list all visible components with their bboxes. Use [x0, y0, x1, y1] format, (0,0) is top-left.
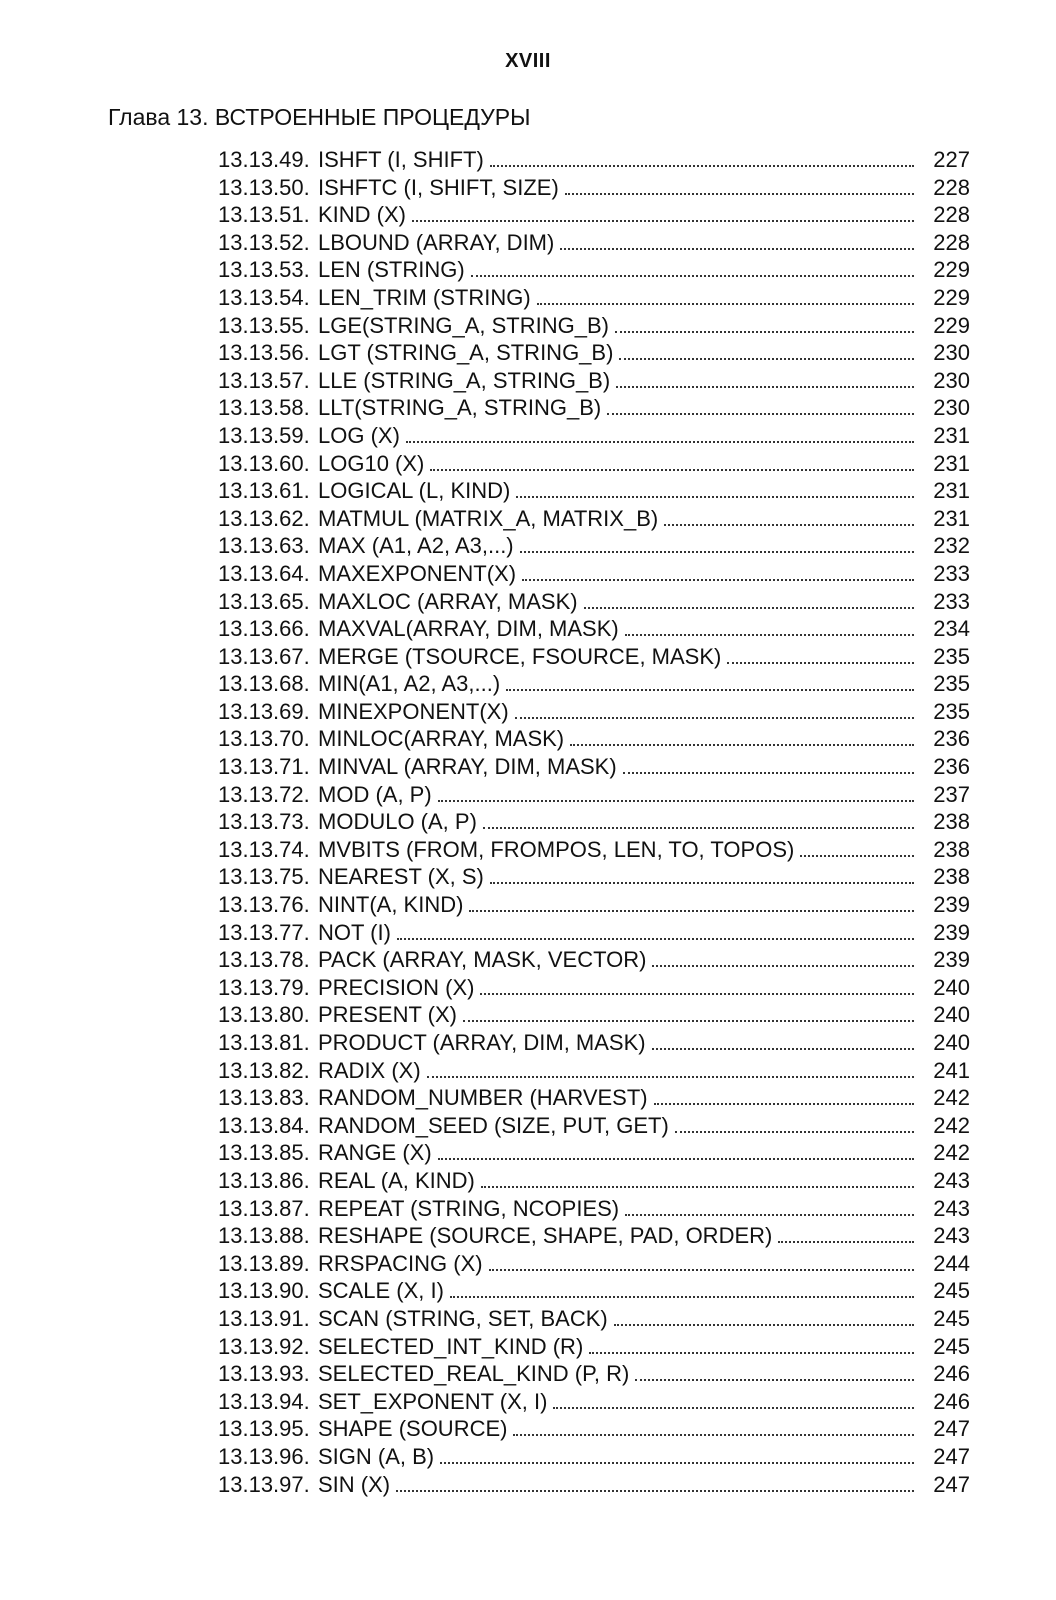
toc-entry-title: LEN (STRING) — [318, 257, 465, 283]
toc-entry-title: PRESENT (X) — [318, 1002, 457, 1028]
toc-entry-number: 13.13.64. — [218, 560, 310, 586]
toc-entry-page: 247 — [933, 1416, 970, 1442]
toc-entry — [218, 505, 970, 533]
toc-entry-page: 242 — [933, 1112, 970, 1138]
dot-leader — [652, 965, 914, 967]
toc-entry — [218, 1084, 970, 1112]
toc-entry-title: SIGN (A, B) — [318, 1443, 435, 1469]
toc-entry-title: MERGE (TSOURCE, FSOURCE, MASK) — [318, 643, 722, 669]
toc-entry — [218, 1415, 970, 1443]
toc-entry-number: 13.13.77. — [218, 919, 310, 945]
toc-entry — [218, 1250, 970, 1278]
toc-entry-number: 13.13.59. — [218, 422, 310, 448]
toc-entry-page: 230 — [933, 340, 970, 366]
toc-entry-page: 235 — [933, 671, 970, 697]
toc-entry-number: 13.13.61. — [218, 478, 310, 504]
toc-entry-number: 13.13.60. — [218, 450, 310, 476]
dot-leader — [615, 331, 914, 333]
toc-entry — [218, 643, 970, 671]
dot-leader — [506, 689, 914, 691]
dot-leader — [440, 1462, 914, 1464]
toc-entry-title: REAL (A, KIND) — [318, 1167, 475, 1193]
toc-entry-title: LGE(STRING_A, STRING_B) — [318, 312, 609, 338]
toc-entry-number: 13.13.84. — [218, 1112, 310, 1138]
toc-entry — [218, 670, 970, 698]
dot-leader — [490, 882, 914, 884]
toc-entry-number: 13.13.86. — [218, 1167, 310, 1193]
toc-entry — [218, 1471, 970, 1499]
dot-leader — [471, 275, 914, 277]
toc-entry-number: 13.13.79. — [218, 974, 310, 1000]
toc-entry — [218, 1029, 970, 1057]
toc-entry-page: 243 — [933, 1167, 970, 1193]
toc-entry-page: 231 — [933, 422, 970, 448]
dot-leader — [438, 800, 914, 802]
toc-entry-title: MATMUL (MATRIX_A, MATRIX_B) — [318, 505, 659, 531]
dot-leader — [430, 469, 914, 471]
toc-entry-page: 245 — [933, 1305, 970, 1331]
toc-entry-title: KIND (X) — [318, 202, 406, 228]
toc-entry-number: 13.13.92. — [218, 1333, 310, 1359]
dot-leader — [625, 1214, 914, 1216]
toc-entry-number: 13.13.63. — [218, 533, 310, 559]
toc-entry-title: SELECTED_REAL_KIND (P, R) — [318, 1361, 630, 1387]
toc-entry — [218, 367, 970, 395]
dot-leader — [520, 551, 914, 553]
toc-entry-number: 13.13.75. — [218, 864, 310, 890]
toc-entry — [218, 863, 970, 891]
dot-leader — [489, 1269, 914, 1271]
toc-entry-title: LEN_TRIM (STRING) — [318, 284, 531, 310]
toc-entry-page: 229 — [933, 257, 970, 283]
toc-entry-page: 246 — [933, 1388, 970, 1414]
toc-entry-page: 237 — [933, 781, 970, 807]
dot-leader — [623, 772, 914, 774]
dot-leader — [778, 1241, 914, 1243]
toc-entry-title: RANDOM_SEED (SIZE, PUT, GET) — [318, 1112, 669, 1138]
dot-leader — [635, 1379, 914, 1381]
toc-entry-title: NOT (I) — [318, 919, 391, 945]
toc-entry — [218, 256, 970, 284]
dot-leader — [619, 358, 914, 360]
toc-entry-page: 247 — [933, 1443, 970, 1469]
toc-entry-number: 13.13.70. — [218, 726, 310, 752]
dot-leader — [565, 193, 914, 195]
toc-entry — [218, 753, 970, 781]
dot-leader — [664, 524, 914, 526]
toc-entry — [218, 1112, 970, 1140]
chapter-heading: Глава 13. ВСТРОЕННЫЕ ПРОЦЕДУРЫ — [108, 104, 531, 130]
toc-entry-title: RRSPACING (X) — [318, 1250, 483, 1276]
toc-entry-number: 13.13.62. — [218, 505, 310, 531]
toc-entry-page: 236 — [933, 726, 970, 752]
dot-leader — [463, 1020, 914, 1022]
toc-entry-title: MIN(A1, A2, A3,...) — [318, 671, 501, 697]
toc-entry — [218, 1057, 970, 1085]
dot-leader — [490, 165, 914, 167]
dot-leader — [537, 303, 914, 305]
toc-entry-page: 235 — [933, 698, 970, 724]
toc-entry-title: REPEAT (STRING, NCOPIES) — [318, 1195, 620, 1221]
toc-entry-title: RANGE (X) — [318, 1140, 432, 1166]
dot-leader — [469, 910, 914, 912]
toc-entry-title: RANDOM_NUMBER (HARVEST) — [318, 1085, 648, 1111]
toc-entry-page: 227 — [933, 147, 970, 172]
toc-entry-title: MINLOC(ARRAY, MASK) — [318, 726, 565, 752]
toc-entry-number: 13.13.54. — [218, 284, 310, 310]
toc-entry-title: MOD (A, P) — [318, 781, 432, 807]
toc-entry — [218, 532, 970, 560]
toc-entry-title: SHAPE (SOURCE) — [318, 1416, 508, 1442]
toc-entry — [218, 1222, 970, 1250]
dot-leader — [553, 1407, 914, 1409]
dot-leader — [625, 634, 914, 636]
toc-entry-title: LGT (STRING_A, STRING_B) — [318, 340, 614, 366]
toc-entry — [218, 946, 970, 974]
toc-entry — [218, 891, 970, 919]
dot-leader — [614, 1324, 914, 1326]
toc-entry — [218, 1001, 970, 1029]
toc-entry — [218, 615, 970, 643]
toc-entry — [218, 450, 970, 478]
toc-entry-number: 13.13.71. — [218, 754, 310, 780]
toc-entry-number: 13.13.73. — [218, 809, 310, 835]
toc-entry-title: MAX (A1, A2, A3,...) — [318, 533, 514, 559]
toc-entry — [218, 477, 970, 505]
toc-entry — [218, 588, 970, 616]
toc-entry-title: PACK (ARRAY, MASK, VECTOR) — [318, 947, 647, 973]
toc-entry-title: MODULO (A, P) — [318, 809, 477, 835]
toc-entry — [218, 781, 970, 809]
page-number: XVIII — [505, 50, 551, 72]
toc-entry-page: 233 — [933, 560, 970, 586]
toc-entry-page: 239 — [933, 947, 970, 973]
toc-entry — [218, 1305, 970, 1333]
toc-entry-page: 245 — [933, 1333, 970, 1359]
toc-entry — [218, 1360, 970, 1388]
toc-entry-page: 243 — [933, 1223, 970, 1249]
toc-entry-page: 246 — [933, 1361, 970, 1387]
toc-entry-number: 13.13.58. — [218, 395, 310, 421]
toc-entry-number: 13.13.68. — [218, 671, 310, 697]
toc-entry-page: 245 — [933, 1278, 970, 1304]
toc-entry-page: 244 — [933, 1250, 970, 1276]
toc-entry-number: 13.13.80. — [218, 1002, 310, 1028]
dot-leader — [480, 993, 914, 995]
toc-entry-title: NEAREST (X, S) — [318, 864, 484, 890]
toc-entry — [218, 1139, 970, 1167]
toc-entry-title: MVBITS (FROM, FROMPOS, LEN, TO, TOPOS) — [318, 836, 795, 862]
dot-leader — [516, 496, 914, 498]
toc-entry — [218, 1167, 970, 1195]
toc-entry — [218, 919, 970, 947]
toc-entry-page: 240 — [933, 1030, 970, 1055]
dot-leader — [570, 744, 914, 746]
toc-entry-number: 13.13.76. — [218, 892, 310, 918]
toc-entry-number: 13.13.52. — [218, 229, 310, 255]
table-of-contents — [218, 146, 970, 1498]
toc-entry-page: 230 — [933, 395, 970, 421]
toc-entry-number: 13.13.91. — [218, 1305, 310, 1331]
toc-entry-title: LOGICAL (L, KIND) — [318, 478, 511, 504]
toc-entry-title: PRODUCT (ARRAY, DIM, MASK) — [318, 1030, 646, 1055]
dot-leader — [438, 1158, 914, 1160]
dot-leader — [727, 662, 914, 664]
toc-entry-number: 13.13.94. — [218, 1388, 310, 1414]
toc-entry-number: 13.13.87. — [218, 1195, 310, 1221]
toc-entry-number: 13.13.66. — [218, 616, 310, 642]
toc-entry-title: SIN (X) — [318, 1471, 391, 1497]
toc-entry-title: RESHAPE (SOURCE, SHAPE, PAD, ORDER) — [318, 1223, 773, 1249]
toc-entry — [218, 725, 970, 753]
toc-entry-page: 236 — [933, 754, 970, 780]
dot-leader — [560, 248, 914, 250]
toc-entry — [218, 284, 970, 312]
toc-entry-page: 241 — [933, 1057, 970, 1083]
dot-leader — [607, 413, 914, 415]
dot-leader — [589, 1352, 914, 1354]
toc-entry — [218, 312, 970, 340]
toc-entry-page: 231 — [933, 505, 970, 531]
toc-entry-page: 232 — [933, 533, 970, 559]
dot-leader — [800, 855, 914, 857]
toc-entry-number: 13.13.95. — [218, 1416, 310, 1442]
toc-entry — [218, 422, 970, 450]
dot-leader — [412, 220, 914, 222]
toc-entry-title: LOG (X) — [318, 422, 400, 448]
toc-entry-page: 238 — [933, 864, 970, 890]
toc-entry — [218, 1195, 970, 1223]
toc-entry-number: 13.13.51. — [218, 202, 310, 228]
toc-entry-page: 229 — [933, 284, 970, 310]
toc-entry-page: 247 — [933, 1471, 970, 1497]
toc-entry-title: RADIX (X) — [318, 1057, 421, 1083]
toc-entry-page: 243 — [933, 1195, 970, 1221]
toc-entry-page: 238 — [933, 836, 970, 862]
toc-entry-title: SELECTED_INT_KIND (R) — [318, 1333, 584, 1359]
toc-entry-title: SCALE (X, I) — [318, 1278, 444, 1304]
dot-leader — [396, 1490, 914, 1492]
toc-entry — [218, 836, 970, 864]
toc-entry — [218, 1388, 970, 1416]
toc-entry-page: 242 — [933, 1085, 970, 1111]
toc-entry-page: 230 — [933, 367, 970, 393]
toc-entry — [218, 1333, 970, 1361]
toc-entry-title: NINT(A, KIND) — [318, 892, 464, 918]
toc-entry-page: 228 — [933, 229, 970, 255]
toc-entry-number: 13.13.82. — [218, 1057, 310, 1083]
toc-entry — [218, 394, 970, 422]
toc-entry-title: MINEXPONENT(X) — [318, 698, 509, 724]
toc-entry-title: LOG10 (X) — [318, 450, 425, 476]
dot-leader — [616, 386, 914, 388]
toc-entry — [218, 229, 970, 257]
toc-entry — [218, 698, 970, 726]
toc-entry-number: 13.13.90. — [218, 1278, 310, 1304]
toc-entry-number: 13.13.93. — [218, 1361, 310, 1387]
toc-entry-number: 13.13.72. — [218, 781, 310, 807]
dot-leader — [513, 1434, 914, 1436]
toc-entry-number: 13.13.49. — [218, 147, 310, 172]
toc-entry-number: 13.13.96. — [218, 1443, 310, 1469]
dot-leader — [654, 1103, 914, 1105]
toc-entry-title: LBOUND (ARRAY, DIM) — [318, 229, 555, 255]
toc-entry — [218, 201, 970, 229]
toc-entry-number: 13.13.85. — [218, 1140, 310, 1166]
toc-entry-title: ISHFTC (I, SHIFT, SIZE) — [318, 174, 559, 200]
toc-entry-number: 13.13.74. — [218, 836, 310, 862]
dot-leader — [406, 441, 914, 443]
toc-entry-title: SCAN (STRING, SET, BACK) — [318, 1305, 608, 1331]
toc-entry — [218, 560, 970, 588]
toc-entry-page: 229 — [933, 312, 970, 338]
toc-entry — [218, 1443, 970, 1471]
toc-entry-page: 231 — [933, 478, 970, 504]
toc-entry-title: MAXLOC (ARRAY, MASK) — [318, 588, 578, 614]
toc-entry-title: MAXVAL(ARRAY, DIM, MASK) — [318, 616, 619, 642]
toc-entry-number: 13.13.89. — [218, 1250, 310, 1276]
toc-entry-page: 240 — [933, 1002, 970, 1028]
toc-entry-page: 233 — [933, 588, 970, 614]
toc-entry-title: PRECISION (X) — [318, 974, 475, 1000]
dot-leader — [481, 1186, 914, 1188]
toc-entry-number: 13.13.69. — [218, 698, 310, 724]
dot-leader — [427, 1076, 914, 1078]
toc-entry-title: LLT(STRING_A, STRING_B) — [318, 395, 602, 421]
toc-entry-page: 242 — [933, 1140, 970, 1166]
toc-entry — [218, 974, 970, 1002]
toc-entry-title: MINVAL (ARRAY, DIM, MASK) — [318, 754, 617, 780]
dot-leader — [397, 938, 914, 940]
toc-entry-number: 13.13.67. — [218, 643, 310, 669]
toc-entry-title: SET_EXPONENT (X, I) — [318, 1388, 548, 1414]
toc-entry-page: 228 — [933, 202, 970, 228]
dot-leader — [450, 1296, 914, 1298]
dot-leader — [584, 607, 914, 609]
toc-entry-title: ISHFT (I, SHIFT) — [318, 147, 484, 172]
toc-entry-number: 13.13.83. — [218, 1085, 310, 1111]
toc-entry-number: 13.13.81. — [218, 1030, 310, 1055]
toc-entry-page: 231 — [933, 450, 970, 476]
toc-entry — [218, 808, 970, 836]
toc-entry-page: 239 — [933, 919, 970, 945]
dot-leader — [652, 1048, 914, 1050]
toc-entry-number: 13.13.78. — [218, 947, 310, 973]
toc-entry-number: 13.13.88. — [218, 1223, 310, 1249]
toc-entry-title: LLE (STRING_A, STRING_B) — [318, 367, 611, 393]
toc-entry — [218, 146, 970, 174]
dot-leader — [515, 717, 914, 719]
toc-entry-number: 13.13.50. — [218, 174, 310, 200]
dot-leader — [483, 827, 914, 829]
dot-leader — [675, 1131, 914, 1133]
toc-entry-page: 238 — [933, 809, 970, 835]
toc-entry-page: 240 — [933, 974, 970, 1000]
toc-entry-page: 234 — [933, 616, 970, 642]
toc-entry — [218, 1277, 970, 1305]
toc-entry-number: 13.13.65. — [218, 588, 310, 614]
toc-entry-page: 228 — [933, 174, 970, 200]
dot-leader — [522, 579, 914, 581]
toc-entry-page: 239 — [933, 892, 970, 918]
toc-entry-number: 13.13.56. — [218, 340, 310, 366]
toc-entry-number: 13.13.55. — [218, 312, 310, 338]
toc-entry-number: 13.13.97. — [218, 1471, 310, 1497]
toc-entry-number: 13.13.53. — [218, 257, 310, 283]
toc-entry-number: 13.13.57. — [218, 367, 310, 393]
toc-entry-title: MAXEXPONENT(X) — [318, 560, 517, 586]
toc-entry — [218, 339, 970, 367]
toc-entry-page: 235 — [933, 643, 970, 669]
toc-entry — [218, 174, 970, 202]
